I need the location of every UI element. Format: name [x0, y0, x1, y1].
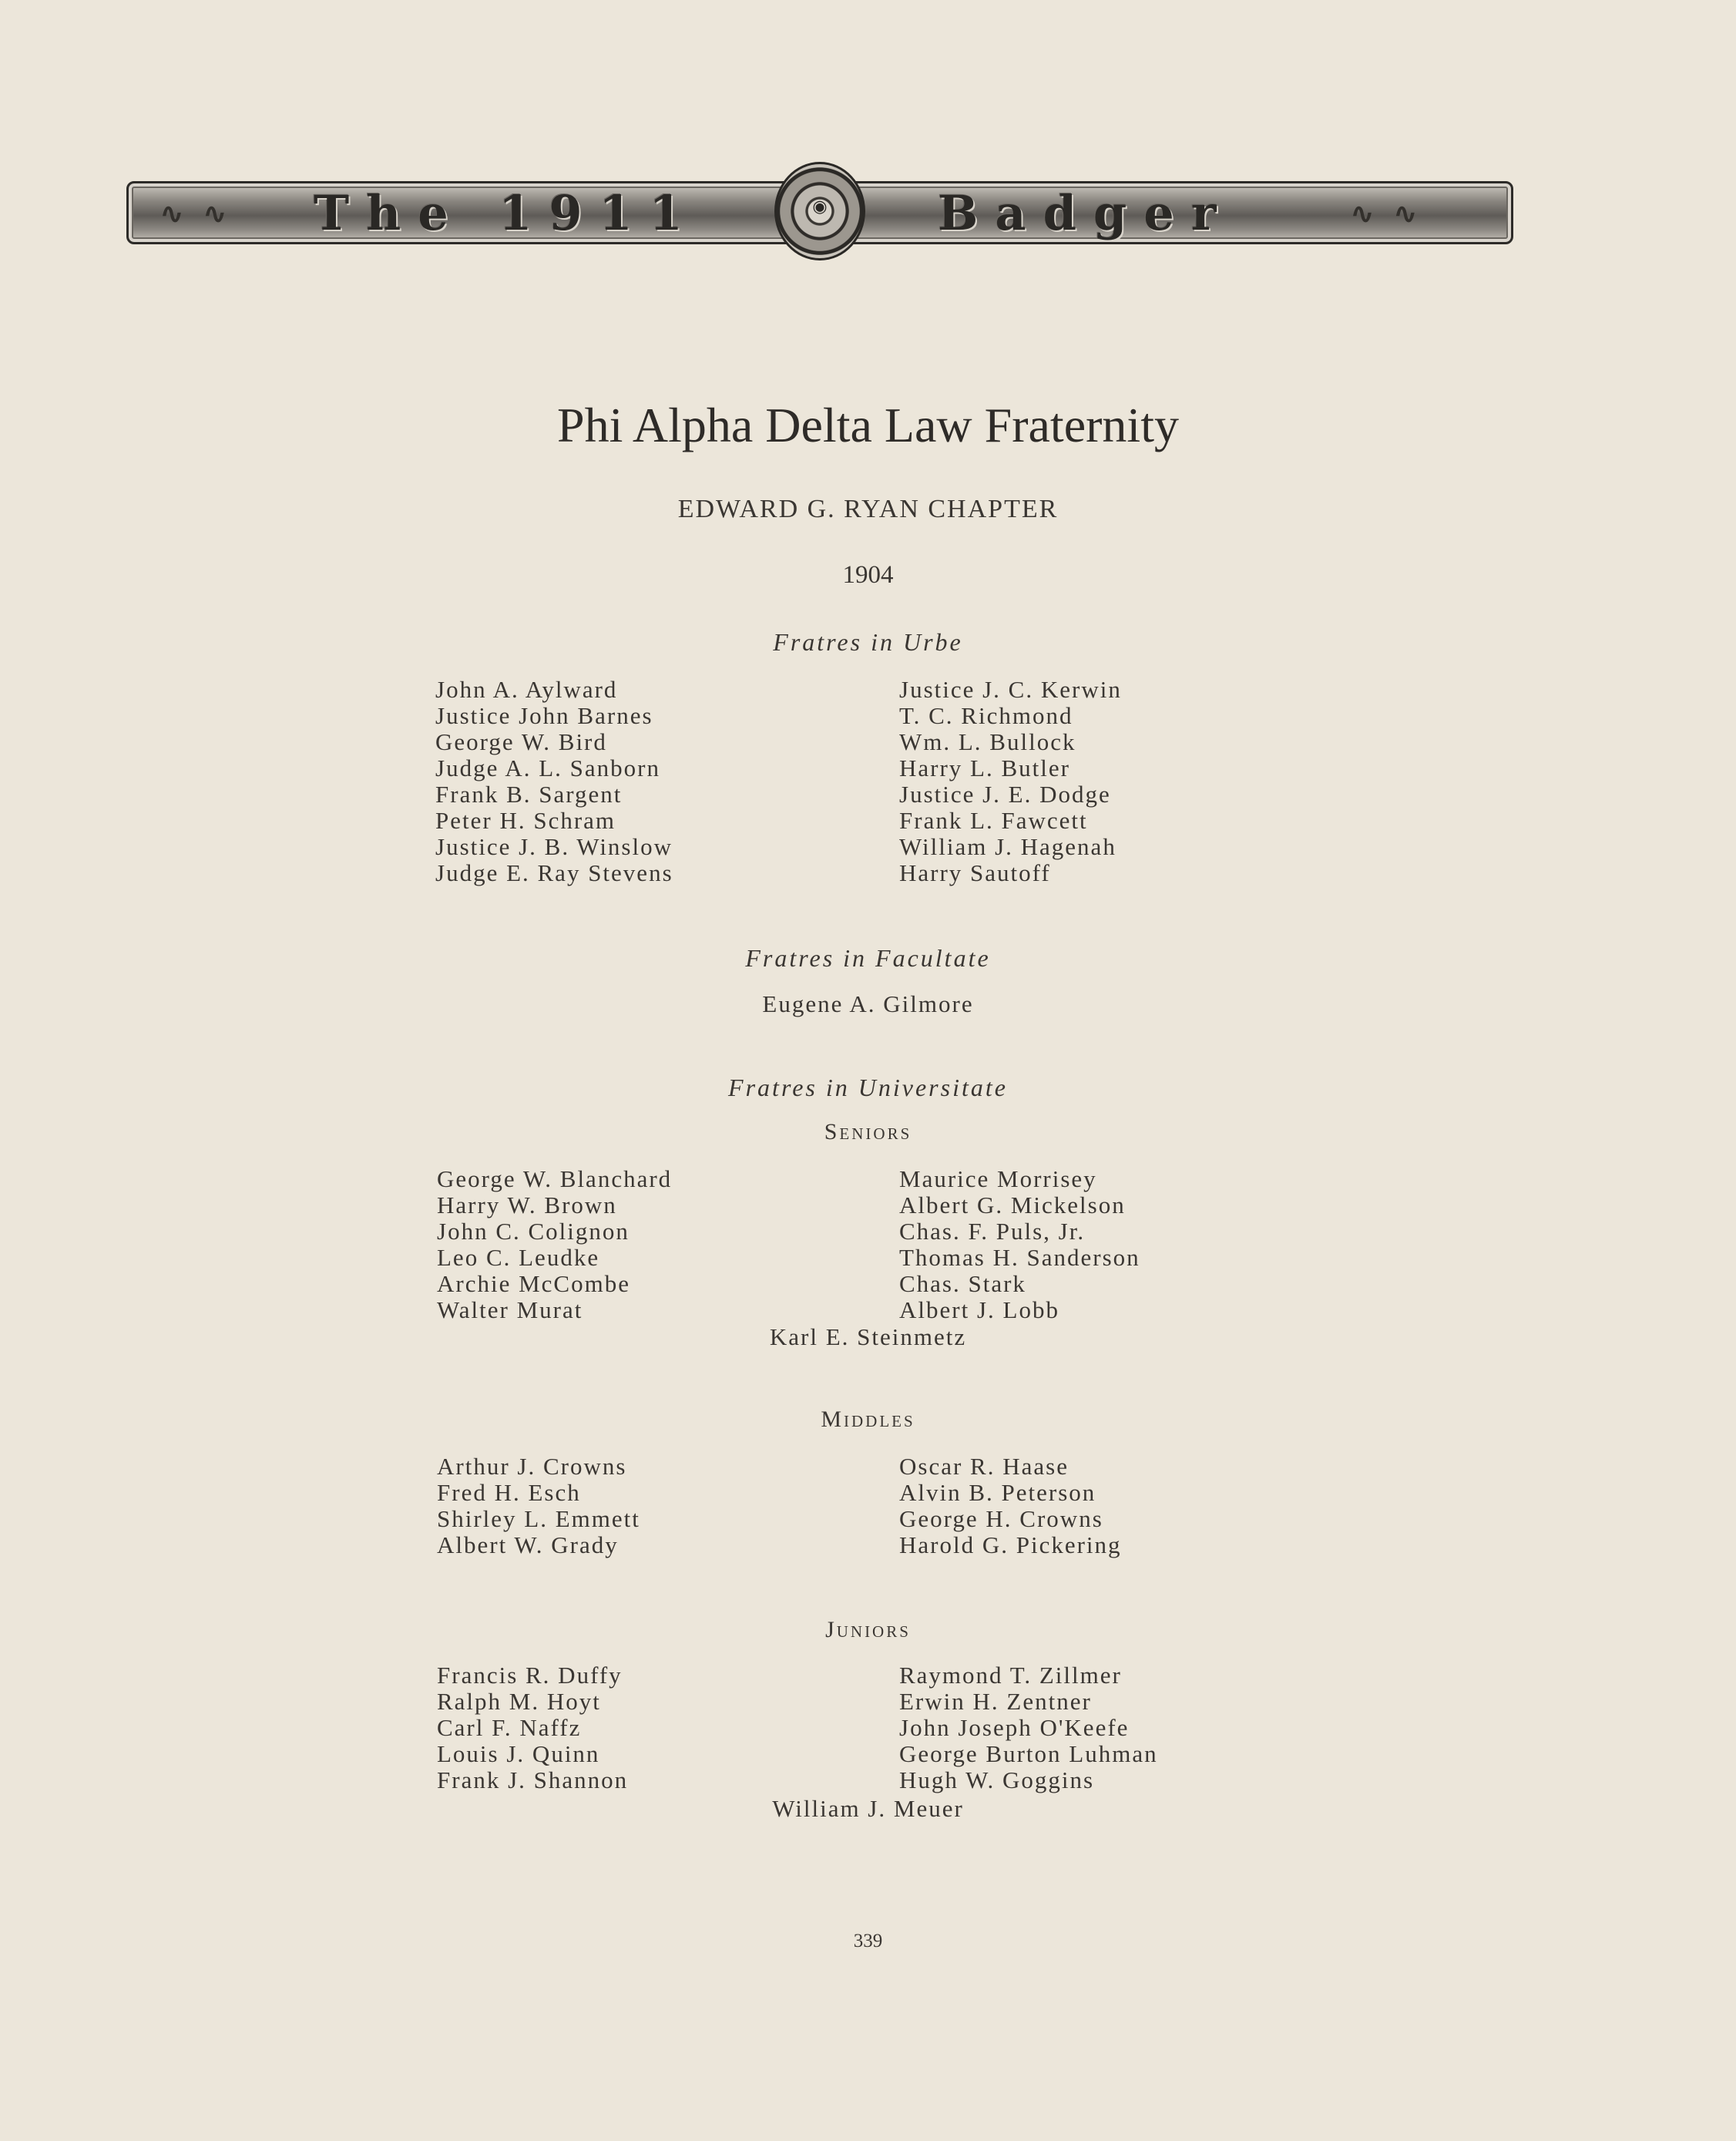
list-item: George Burton Luhman: [899, 1740, 1158, 1767]
list-item: Walter Murat: [437, 1296, 583, 1323]
list-item: Justice John Barnes: [435, 702, 653, 729]
list-item: Archie McCombe: [437, 1270, 630, 1297]
list-item: Hugh W. Goggins: [899, 1766, 1095, 1793]
list-item: Leo C. Leudke: [437, 1244, 600, 1271]
class-heading-seniors: Seniors: [824, 1119, 912, 1144]
list-item: Shirley L. Emmett: [437, 1505, 640, 1532]
list-item: Justice J. B. Winslow: [435, 833, 673, 860]
list-item: Albert J. Lobb: [899, 1296, 1059, 1323]
list-item: Albert W. Grady: [437, 1531, 619, 1558]
list-item: Wm. L. Bullock: [899, 728, 1076, 755]
juniors-right-column: [899, 1662, 1158, 1793]
list-item: Chas. Stark: [899, 1270, 1026, 1297]
list-item: William J. Meuer: [772, 1795, 964, 1822]
seniors-left-column: [437, 1166, 672, 1323]
middles-right-column: [899, 1454, 1122, 1558]
class-heading-juniors: Juniors: [825, 1617, 911, 1642]
right-ornament-icon: ∿∿: [1350, 197, 1436, 230]
list-item: Karl E. Steinmetz: [769, 1323, 967, 1350]
section-heading-urbe: Fratres in Urbe: [773, 628, 963, 656]
juniors-left-column: [437, 1662, 628, 1793]
list-item: Thomas H. Sanderson: [899, 1244, 1140, 1271]
list-item: Harry L. Butler: [899, 755, 1070, 781]
list-item: T. C. Richmond: [899, 702, 1073, 729]
list-item: Oscar R. Haase: [899, 1453, 1069, 1480]
list-item: Frank B. Sargent: [435, 781, 623, 808]
urbe-left-column: [435, 677, 673, 886]
list-item: Justice J. C. Kerwin: [899, 676, 1122, 703]
list-item: Frank J. Shannon: [437, 1766, 629, 1793]
list-item: Harold G. Pickering: [899, 1531, 1122, 1558]
list-item: Frank L. Fawcett: [899, 807, 1088, 834]
chapter-name: EDWARD G. RYAN CHAPTER: [677, 495, 1059, 523]
list-item: Arthur J. Crowns: [437, 1453, 627, 1480]
list-item: Erwin H. Zentner: [899, 1688, 1092, 1715]
list-item: Maurice Morrisey: [899, 1165, 1097, 1192]
banner-left-word: The 1911: [314, 185, 700, 241]
list-item: William J. Hagenah: [899, 833, 1116, 860]
list-item: Harry Sautoff: [899, 859, 1051, 886]
list-item: Louis J. Quinn: [437, 1740, 600, 1767]
class-heading-middles: Middles: [821, 1407, 915, 1432]
list-item: George W. Bird: [435, 728, 607, 755]
list-item: Francis R. Duffy: [437, 1662, 623, 1689]
list-item: Peter H. Schram: [435, 807, 616, 834]
seal-eye-icon: ◉: [812, 197, 828, 217]
list-item: John C. Colignon: [437, 1218, 630, 1245]
list-item: Harry W. Brown: [437, 1191, 617, 1218]
list-item: Albert G. Mickelson: [899, 1191, 1126, 1218]
list-item: Judge A. L. Sanborn: [435, 755, 661, 781]
urbe-right-column: [899, 677, 1122, 886]
page-number: 339: [853, 1931, 883, 1951]
list-item: Eugene A. Gilmore: [762, 990, 974, 1017]
list-item: John A. Aylward: [435, 676, 618, 703]
list-item: Alvin B. Peterson: [899, 1479, 1096, 1506]
list-item: George W. Blanchard: [437, 1165, 673, 1192]
list-item: Judge E. Ray Stevens: [435, 859, 673, 886]
list-item: John Joseph O'Keefe: [899, 1714, 1130, 1741]
section-heading-facultate: Fratres in Facultate: [745, 944, 991, 972]
banner-right-word: Badger: [938, 185, 1234, 241]
middles-left-column: [437, 1454, 640, 1558]
founding-year: 1904: [842, 561, 894, 589]
left-ornament-icon: ∿∿: [159, 197, 246, 230]
list-item: Raymond T. Zillmer: [899, 1662, 1122, 1689]
section-heading-universitate: Fratres in Universitate: [728, 1074, 1008, 1101]
list-item: George H. Crowns: [899, 1505, 1103, 1532]
list-item: Ralph M. Hoyt: [437, 1688, 601, 1715]
seniors-right-column: [899, 1166, 1140, 1323]
list-item: Carl F. Naffz: [437, 1714, 582, 1741]
list-item: Justice J. E. Dodge: [899, 781, 1111, 808]
list-item: Chas. F. Puls, Jr.: [899, 1218, 1086, 1245]
list-item: Fred H. Esch: [437, 1479, 581, 1506]
page-title: Phi Alpha Delta Law Fraternity: [557, 398, 1179, 452]
